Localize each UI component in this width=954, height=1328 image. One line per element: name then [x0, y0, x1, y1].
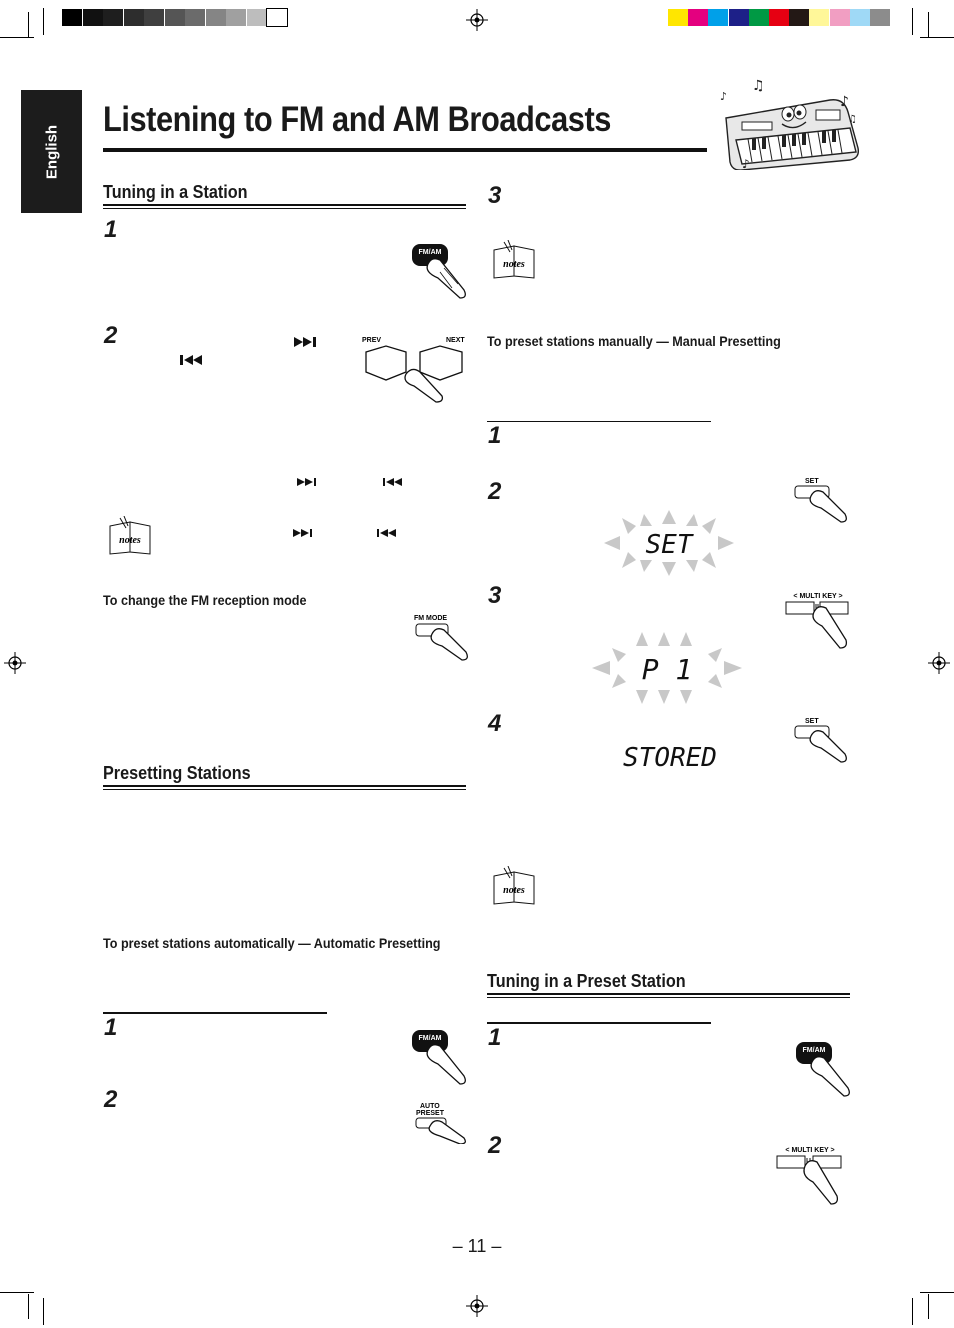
color-swatch — [688, 9, 708, 26]
step-number: 1 — [104, 216, 118, 243]
prev-next-buttons[interactable] — [358, 334, 470, 409]
svg-text:FM/AM: FM/AM — [418, 1035, 442, 1042]
svg-text:FM MODE: FM MODE — [414, 615, 448, 622]
prev-next-buttons-icon — [358, 334, 470, 404]
set-display-text: SET — [645, 530, 693, 560]
next-icon — [292, 528, 318, 538]
gray-swatch — [83, 9, 103, 26]
multi-key-button-icon — [784, 590, 852, 650]
subheading-auto-presetting: To preset stations automatically — Automatic Presetting — [103, 935, 441, 951]
color-swatch — [749, 9, 769, 26]
title-rule — [103, 148, 707, 152]
svg-text:notes: notes — [119, 535, 141, 546]
subheading-manual-presetting: To preset stations manually — Manual Presetting — [487, 333, 781, 349]
section-rule — [487, 997, 850, 998]
svg-text:♫: ♫ — [848, 114, 857, 125]
svg-text:SET: SET — [805, 718, 819, 725]
gray-swatch — [144, 9, 164, 26]
fm-am-button-icon — [410, 242, 470, 300]
gray-swatch — [226, 9, 246, 26]
section-rule — [103, 785, 466, 787]
crop-mark — [912, 1298, 913, 1325]
gray-swatch — [267, 9, 287, 26]
color-swatch — [729, 9, 749, 26]
svg-text:PRESET: PRESET — [416, 1110, 445, 1117]
set-button-icon — [793, 716, 853, 764]
crop-mark — [28, 12, 29, 37]
step-number: 4 — [488, 710, 502, 737]
preset-number-display-flashing — [592, 632, 742, 704]
fm-mode-button-icon — [412, 612, 472, 662]
registration-mark-icon — [928, 652, 950, 674]
svg-text:♪: ♪ — [742, 157, 750, 170]
svg-text:♪: ♪ — [840, 94, 849, 110]
stored-display-text: STORED — [623, 743, 717, 773]
fm-am-button-icon — [794, 1040, 854, 1098]
color-swatch — [708, 9, 728, 26]
crop-mark — [920, 1292, 954, 1293]
crop-mark — [43, 8, 44, 35]
auto-preset-button[interactable] — [412, 1100, 472, 1149]
crop-mark — [43, 1298, 44, 1325]
svg-text:< MULTI KEY >: < MULTI KEY > — [793, 593, 843, 600]
svg-text:< MULTI KEY >: < MULTI KEY > — [785, 1147, 835, 1154]
svg-text:SET: SET — [805, 478, 819, 485]
section-heading-preset-tuning: Tuning in a Preset Station — [487, 971, 686, 991]
keyboard-character-illustration — [712, 78, 862, 170]
notes-icon — [490, 240, 540, 285]
svg-text:PREV: PREV — [362, 337, 382, 344]
language-label: English — [43, 124, 60, 179]
step-number: 2 — [104, 1086, 118, 1113]
section-heading-tuning: Tuning in a Station — [103, 182, 248, 202]
step-number: 2 — [488, 478, 502, 505]
color-swatch — [870, 9, 890, 26]
multi-key-button-icon — [775, 1144, 845, 1206]
subheading-fm-mode: To change the FM reception mode — [103, 592, 307, 608]
svg-text:♪: ♪ — [720, 90, 728, 103]
color-swatch — [668, 9, 688, 26]
step-number: 1 — [488, 422, 502, 449]
previous-icon — [376, 528, 402, 538]
registration-mark-icon — [466, 1295, 488, 1317]
svg-text:♫: ♫ — [752, 78, 765, 94]
crop-mark — [912, 8, 913, 35]
crop-mark — [28, 1294, 29, 1319]
svg-text:notes: notes — [503, 885, 525, 896]
step-number: 2 — [104, 322, 118, 349]
color-swatch — [769, 9, 789, 26]
gray-swatch — [206, 9, 226, 26]
svg-text:NEXT: NEXT — [446, 337, 465, 344]
step-number: 1 — [488, 1024, 502, 1051]
multi-key-button[interactable] — [784, 590, 852, 655]
gray-swatch — [103, 9, 123, 26]
notes-icon — [106, 516, 156, 561]
section-heading-presetting: Presetting Stations — [103, 763, 251, 783]
rule — [103, 1012, 327, 1014]
step-number: 1 — [104, 1014, 118, 1041]
step-number: 2 — [488, 1132, 502, 1159]
crop-mark — [0, 37, 34, 38]
color-swatch — [830, 9, 850, 26]
gray-swatch — [124, 9, 144, 26]
set-button[interactable] — [793, 716, 853, 769]
section-rule — [103, 204, 466, 206]
notes-icon — [490, 866, 540, 911]
set-button-icon — [793, 476, 853, 524]
step-number: 3 — [488, 582, 502, 609]
set-button[interactable] — [793, 476, 853, 529]
rule — [487, 421, 711, 422]
next-icon — [292, 336, 326, 348]
fm-am-button[interactable] — [410, 1028, 470, 1091]
page-number: – 11 – — [452, 1236, 502, 1256]
svg-text:AUTO: AUTO — [420, 1103, 440, 1110]
svg-text:notes: notes — [503, 259, 525, 270]
color-swatch — [850, 9, 870, 26]
crop-mark — [0, 1292, 34, 1293]
crop-mark — [928, 1294, 929, 1319]
color-swatch — [809, 9, 829, 26]
svg-text:FM/AM: FM/AM — [418, 249, 442, 256]
auto-preset-button-icon — [412, 1100, 472, 1144]
registration-mark-icon — [466, 9, 488, 31]
previous-icon — [382, 477, 408, 487]
set-display-flashing — [604, 510, 734, 576]
registration-mark-icon — [4, 652, 26, 674]
svg-text:FM/AM: FM/AM — [802, 1047, 826, 1054]
crop-mark — [928, 12, 929, 37]
language-side-tab — [21, 90, 82, 213]
step-number: 3 — [488, 182, 502, 209]
gray-swatch — [185, 9, 205, 26]
gray-swatch — [62, 9, 82, 26]
previous-icon — [178, 354, 212, 366]
color-swatch — [789, 9, 809, 26]
gray-swatch — [247, 9, 267, 26]
section-rule — [103, 789, 466, 790]
stored-display — [610, 738, 730, 774]
preset-display-text: P 1 — [641, 653, 693, 686]
rule — [487, 1022, 711, 1024]
fm-am-button[interactable] — [794, 1040, 854, 1103]
fm-mode-button[interactable] — [412, 612, 472, 667]
fm-am-button[interactable] — [410, 242, 470, 305]
page-title: Listening to FM and AM Broadcasts — [103, 100, 611, 139]
section-rule — [487, 993, 850, 995]
crop-mark — [920, 37, 954, 38]
section-rule — [103, 208, 466, 209]
multi-key-button[interactable] — [775, 1144, 845, 1211]
next-icon — [296, 477, 322, 487]
fm-am-button-icon — [410, 1028, 470, 1086]
gray-swatch — [165, 9, 185, 26]
